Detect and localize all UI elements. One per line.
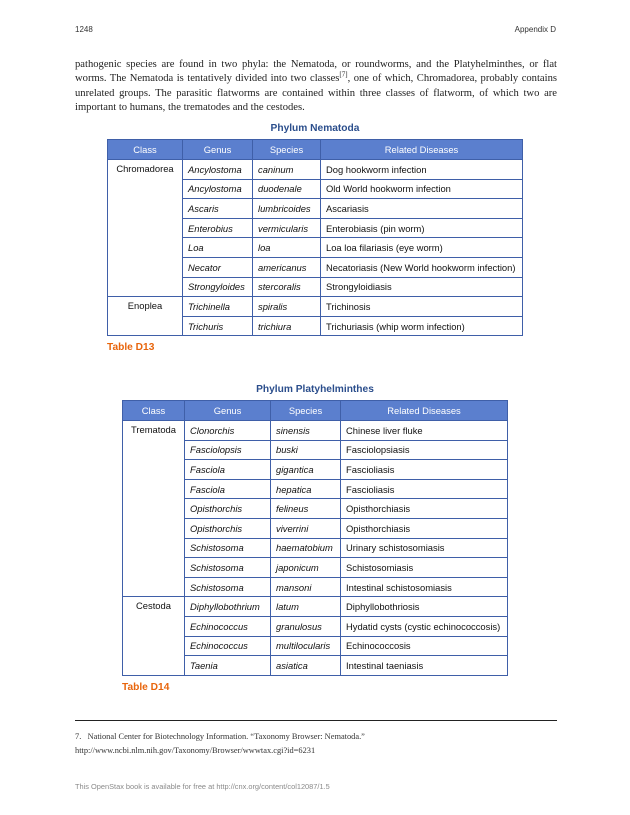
disease-cell: Old World hookworm infection bbox=[321, 179, 523, 199]
table-row bbox=[108, 160, 523, 180]
genus-cell: Echinococcus bbox=[185, 636, 271, 656]
genus-cell: Schistosoma bbox=[185, 558, 271, 578]
species-cell: asiatica bbox=[271, 656, 341, 676]
table-header-row bbox=[108, 140, 523, 160]
disease-cell: Strongyloidiasis bbox=[321, 277, 523, 297]
column-header: Class bbox=[123, 401, 185, 421]
genus-cell: Opisthorchis bbox=[185, 499, 271, 519]
genus-cell: Fasciola bbox=[185, 460, 271, 480]
disease-cell: Fascioliasis bbox=[341, 460, 508, 480]
page-footer: This OpenStax book is available for free at http://cnx.org/content/col12087/1.5 bbox=[75, 782, 330, 791]
disease-cell: Dog hookworm infection bbox=[321, 160, 523, 180]
class-cell: Trematoda bbox=[123, 421, 185, 597]
table-row bbox=[108, 297, 523, 317]
species-cell: latum bbox=[271, 597, 341, 617]
genus-cell: Enterobius bbox=[183, 218, 253, 238]
column-header: Species bbox=[271, 401, 341, 421]
disease-cell: Trichuriasis (whip worm infection) bbox=[321, 316, 523, 336]
species-cell: lumbricoides bbox=[253, 199, 321, 219]
species-cell: loa bbox=[253, 238, 321, 258]
table-nematoda bbox=[107, 139, 523, 336]
species-cell: mansoni bbox=[271, 577, 341, 597]
species-cell: granulosus bbox=[271, 616, 341, 636]
genus-cell: Clonorchis bbox=[185, 421, 271, 441]
disease-cell: Opisthorchiasis bbox=[341, 518, 508, 538]
genus-cell: Fasciolopsis bbox=[185, 440, 271, 460]
column-header: Related Diseases bbox=[321, 140, 523, 160]
class-cell: Cestoda bbox=[123, 597, 185, 675]
species-cell: vermicularis bbox=[253, 218, 321, 238]
genus-cell: Opisthorchis bbox=[185, 518, 271, 538]
table-nematoda-caption: Phylum Nematoda bbox=[270, 123, 360, 134]
genus-cell: Ascaris bbox=[183, 199, 253, 219]
disease-cell: Loa loa filariasis (eye worm) bbox=[321, 238, 523, 258]
column-header: Class bbox=[108, 140, 183, 160]
species-cell: trichiura bbox=[253, 316, 321, 336]
column-header: Genus bbox=[183, 140, 253, 160]
genus-cell: Taenia bbox=[185, 656, 271, 676]
table-platyhelminthes-label: Table D14 bbox=[122, 682, 170, 693]
species-cell: duodenale bbox=[253, 179, 321, 199]
table-header-row bbox=[123, 401, 508, 421]
disease-cell: Diphyllobothriosis bbox=[341, 597, 508, 617]
genus-cell: Ancylostoma bbox=[183, 160, 253, 180]
genus-cell: Necator bbox=[183, 257, 253, 277]
species-cell: viverrini bbox=[271, 518, 341, 538]
disease-cell: Trichinosis bbox=[321, 297, 523, 317]
page-number: 1248 bbox=[75, 25, 93, 34]
disease-cell: Chinese liver fluke bbox=[341, 421, 508, 441]
genus-cell: Schistosoma bbox=[185, 538, 271, 558]
species-cell: japonicum bbox=[271, 558, 341, 578]
disease-cell: Intestinal schistosomiasis bbox=[341, 577, 508, 597]
genus-cell: Loa bbox=[183, 238, 253, 258]
genus-cell: Schistosoma bbox=[185, 577, 271, 597]
species-cell: felineus bbox=[271, 499, 341, 519]
species-cell: haematobium bbox=[271, 538, 341, 558]
intro-text: pathogenic species are found in two phyla: the Nematoda, or roundworms, and the Platyhelminthes, or flat worms. The Nematoda is tentatively divided into two classes bbox=[75, 59, 557, 85]
column-header: Related Diseases bbox=[341, 401, 508, 421]
disease-cell: Ascariasis bbox=[321, 199, 523, 219]
species-cell: sinensis bbox=[271, 421, 341, 441]
disease-cell: Hydatid cysts (cystic echinococcosis) bbox=[341, 616, 508, 636]
genus-cell: Trichuris bbox=[183, 316, 253, 336]
disease-cell: Enterobiasis (pin worm) bbox=[321, 218, 523, 238]
column-header: Genus bbox=[185, 401, 271, 421]
genus-cell: Strongyloides bbox=[183, 277, 253, 297]
disease-cell: Opisthorchiasis bbox=[341, 499, 508, 519]
genus-cell: Trichinella bbox=[183, 297, 253, 317]
table-row bbox=[123, 421, 508, 441]
species-cell: spiralis bbox=[253, 297, 321, 317]
table-platyhelminthes-caption: Phylum Platyhelminthes bbox=[256, 384, 374, 395]
disease-cell: Intestinal taeniasis bbox=[341, 656, 508, 676]
genus-cell: Diphyllobothrium bbox=[185, 597, 271, 617]
table-platyhelminthes bbox=[122, 400, 508, 676]
disease-cell: Fascioliasis bbox=[341, 479, 508, 499]
class-cell: Chromadorea bbox=[108, 160, 183, 297]
footnote-divider bbox=[75, 720, 557, 721]
species-cell: buski bbox=[271, 440, 341, 460]
disease-cell: Echinococcosis bbox=[341, 636, 508, 656]
species-cell: stercoralis bbox=[253, 277, 321, 297]
table-nematoda-label: Table D13 bbox=[107, 342, 155, 353]
genus-cell: Ancylostoma bbox=[183, 179, 253, 199]
intro-paragraph bbox=[75, 58, 557, 116]
disease-cell: Schistosomiasis bbox=[341, 558, 508, 578]
disease-cell: Necatoriasis (New World hookworm infection) bbox=[321, 257, 523, 277]
genus-cell: Fasciola bbox=[185, 479, 271, 499]
intro-text-continued: , one of which, Chromadorea, probably contains unrelated groups. The parasitic flatworms are contained within three classes of flatworm, of which two are important to humans, the trematodes and the cestodes. bbox=[75, 73, 557, 114]
footnote-reference[interactable]: [7] bbox=[339, 70, 348, 79]
species-cell: caninum bbox=[253, 160, 321, 180]
running-header: Appendix D bbox=[514, 25, 556, 34]
species-cell: hepatica bbox=[271, 479, 341, 499]
table-row bbox=[123, 597, 508, 617]
class-cell: Enoplea bbox=[108, 297, 183, 336]
species-cell: americanus bbox=[253, 257, 321, 277]
disease-cell: Fasciolopsiasis bbox=[341, 440, 508, 460]
footnote: 7. National Center for Biotechnology Information. “Taxonomy Browser: Nematoda.” http://www.ncbi.nlm.nih.gov/Taxonomy/Browser/wwwtax.cgi?id=6231 bbox=[75, 732, 365, 755]
species-cell: gigantica bbox=[271, 460, 341, 480]
disease-cell: Urinary schistosomiasis bbox=[341, 538, 508, 558]
column-header: Species bbox=[253, 140, 321, 160]
genus-cell: Echinococcus bbox=[185, 616, 271, 636]
species-cell: multilocularis bbox=[271, 636, 341, 656]
